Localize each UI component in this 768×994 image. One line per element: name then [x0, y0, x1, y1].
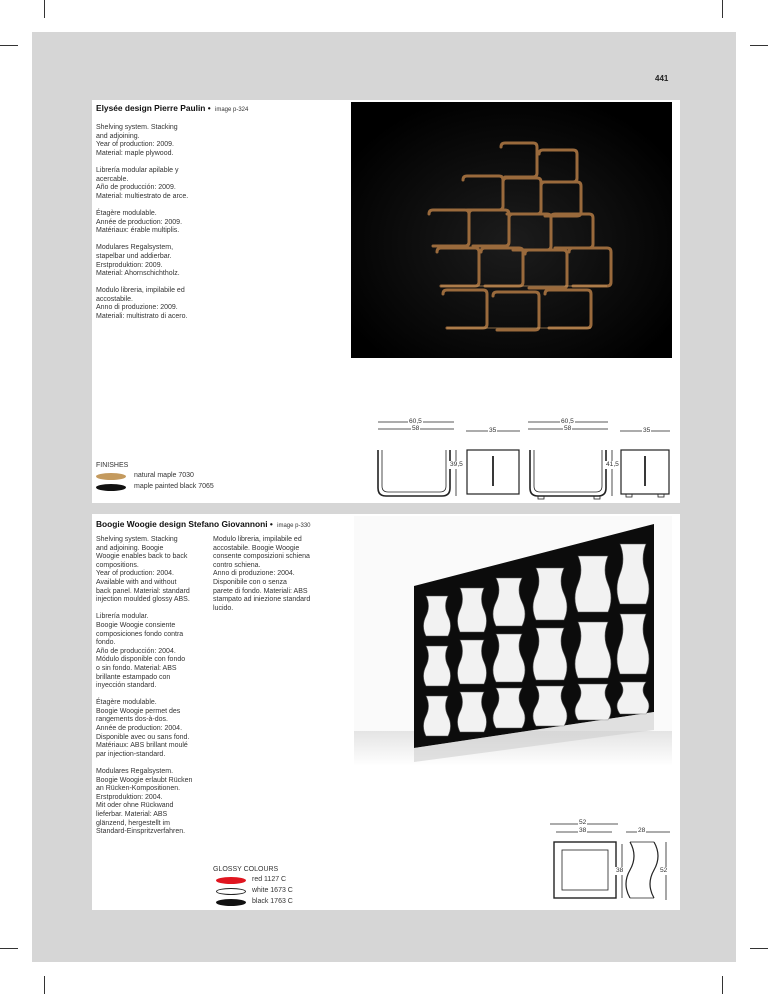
description-es: Librería modular. Boogie Woogie consiente composiciones fondo contra fondo. Año de producción: 2004. Módulo disponible con fondo o sin fondo. Material: ABS brillante estampado con inyección standard. [96, 613, 186, 690]
dim-width-inner-2: 58 [564, 425, 572, 432]
finish-label-black: maple painted black 7065 [134, 483, 214, 490]
product-name: Boogie Woogie design Stefano Giovannoni [96, 519, 268, 529]
dim-width-outer: 52 [579, 819, 587, 826]
finishes-heading: FINISHES [96, 462, 129, 469]
dim-depth-1: 35 [489, 427, 497, 434]
finish-swatch-black [96, 484, 126, 491]
product-name: Elysée design Pierre Paulin [96, 103, 206, 113]
description-en: Shelving system. Stacking and adjoining. Boogie Woogie enables back to back compositions. Year of production: 2004. Available with and without back panel. Material: standard injection moulded glossy ABS. [96, 536, 190, 604]
finish-label-maple: natural maple 7030 [134, 472, 194, 479]
dim-width-outer-1: 60,5 [409, 418, 422, 425]
dim-width-inner: 38 [579, 827, 587, 834]
product-photo-boogie-woogie [354, 516, 672, 766]
dim-depth: 28 [638, 827, 646, 834]
colour-swatch-red [216, 877, 246, 884]
colour-label-white: white 1673 C [252, 887, 293, 894]
crop-mark [750, 45, 768, 46]
crop-mark [0, 948, 18, 949]
description-fr: Étagère modulable. Année de production: 2009. Matériaux: érable multiplis. [96, 209, 183, 235]
colour-label-red: red 1127 C [252, 876, 287, 883]
finish-swatch-maple [96, 473, 126, 480]
colour-label-black: black 1763 C [252, 898, 293, 905]
dim-width-outer-2: 60,5 [561, 418, 574, 425]
dim-width-inner-1: 58 [412, 425, 420, 432]
elysee-shelf-illustration [351, 102, 672, 358]
dim-height-outer: 52 [660, 867, 668, 874]
product-title [96, 103, 248, 113]
description-left-column [96, 536, 214, 845]
colour-swatch-black [216, 899, 246, 906]
crop-mark [722, 0, 723, 18]
title-bullet: • [269, 519, 273, 529]
image-reference: image p-330 [277, 523, 311, 529]
crop-mark [44, 0, 45, 18]
colours-heading: GLOSSY COLOURS [213, 866, 279, 873]
dim-height-inner: 38 [616, 867, 624, 874]
description-de: Modulares Regalsystem, stapelbar und addierbar. Erstproduktion: 2009. Material: Ahornschichtholz. [96, 244, 180, 278]
description-es: Librería modular apilable y acercable. Año de producción: 2009. Material: multiestrato de arce. [96, 166, 189, 200]
description-fr: Étagère modulable. Boogie Woogie permet des rangements dos-à-dos. Année de production: 2004. Disponible avec ou sans fond. Matériaux: ABS brillant moulé par injection-standard. [96, 699, 190, 758]
boogie-technical-drawing [542, 820, 672, 900]
crop-mark [44, 976, 45, 994]
colour-swatch-white [216, 888, 246, 895]
product-title [96, 519, 311, 529]
description-en: Shelving system. Stacking and adjoining. Year of production: 2009. Material: maple plywood. [96, 124, 178, 157]
crop-mark [750, 948, 768, 949]
product-panel-elysee [92, 100, 680, 503]
description-it: Modulo libreria, impilabile ed accostabile. Boogie Woogie consente composizioni schiena contro schiena. Anno di produzione: 2004. Disponibile con o senza parete di fondo. Materiali: ABS stampato ad iniezione standard lucido. [213, 536, 311, 612]
image-reference: image p-324 [214, 107, 249, 113]
crop-mark [722, 976, 723, 994]
boogie-shelf-illustration [354, 516, 672, 766]
description [96, 124, 226, 330]
dim-height-2: 41,5 [606, 461, 619, 468]
dim-depth-2: 35 [643, 427, 651, 434]
description-right-column [213, 536, 331, 622]
product-panel-boogie-woogie [92, 514, 680, 910]
description-it: Modulo libreria, impilabile ed accostabile. Anno di produzione: 2009. Materiali: multistrato di acero. [96, 287, 188, 321]
title-bullet: • [207, 103, 211, 113]
dim-height-1: 39,5 [450, 461, 463, 468]
description-de: Modulares Regalsystem. Boogie Woogie erlaubt Rücken an Rücken-Kompositionen. Erstproduktion: 2004. Mit oder ohne Rückwand lieferbar. Material: ABS glänzend, hergestellt im Standard-Einspritzverfahren. [96, 768, 193, 836]
page-number: 441 [655, 74, 669, 83]
crop-mark [0, 45, 18, 46]
product-photo-elysee [351, 102, 672, 358]
